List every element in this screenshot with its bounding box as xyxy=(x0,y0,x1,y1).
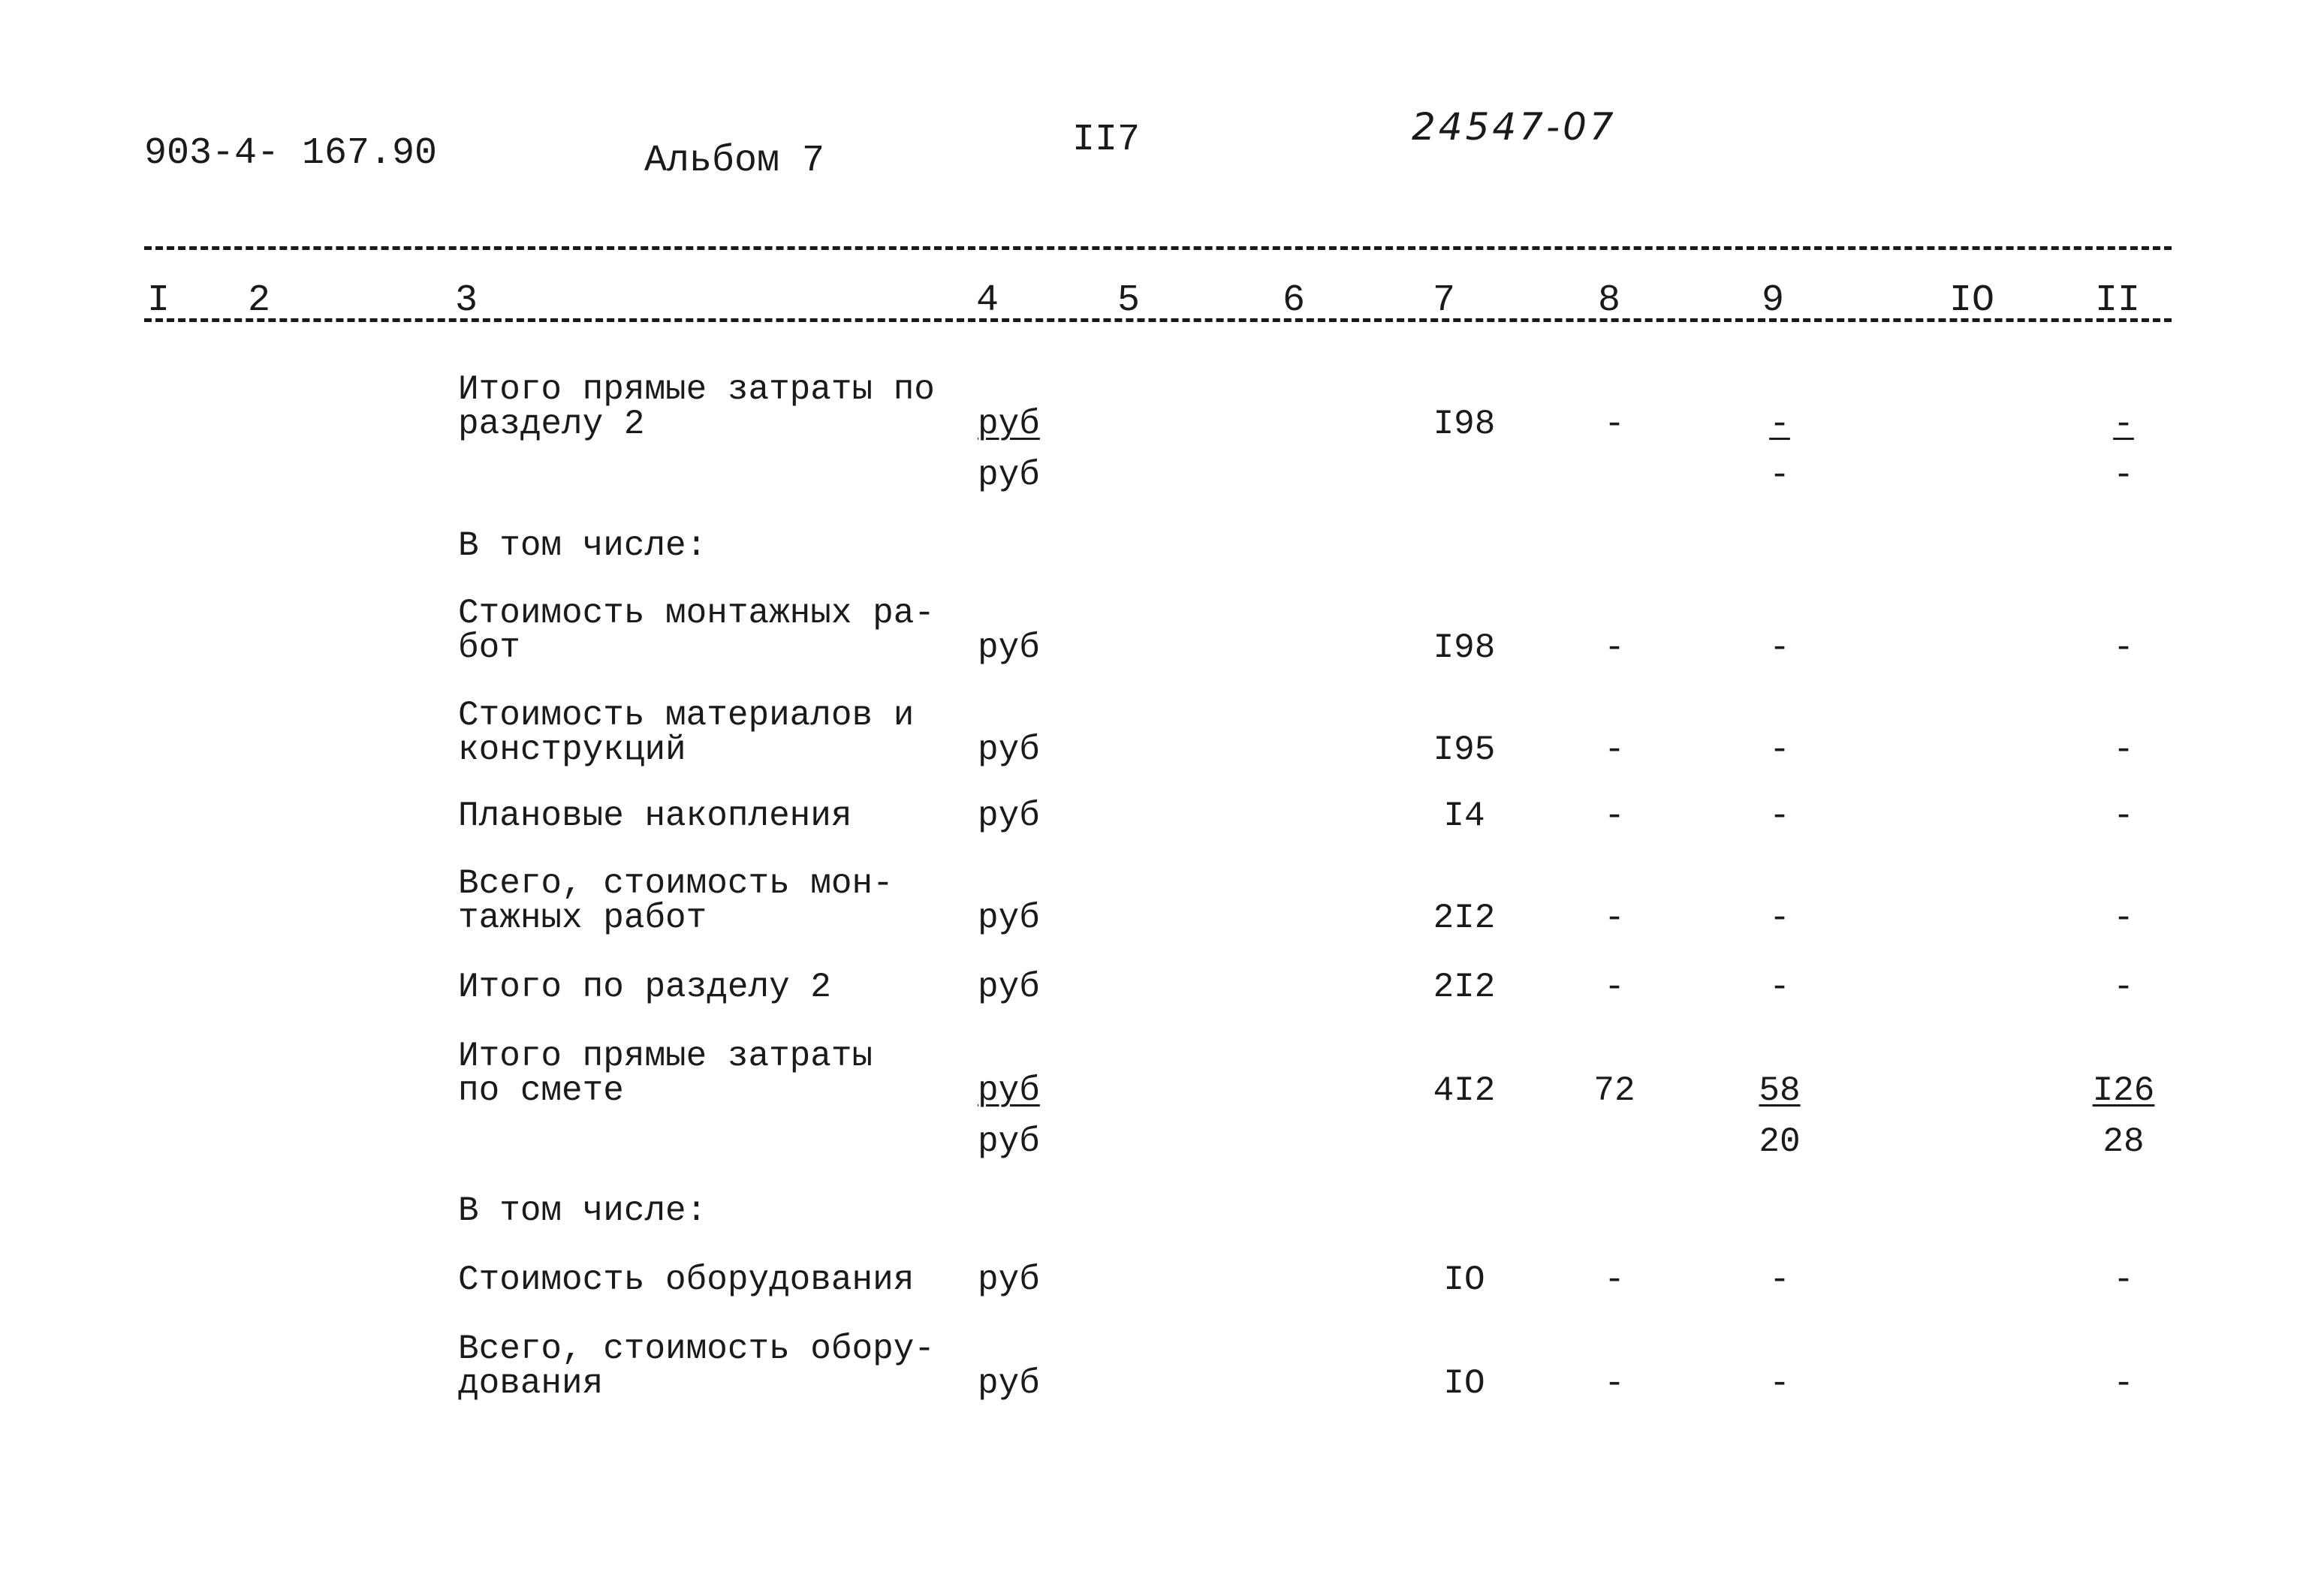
column-number: 5 xyxy=(1117,279,1141,322)
row-col7-value: 4I2 xyxy=(1433,1071,1496,1110)
row-unit: руб xyxy=(978,628,1040,667)
row-col9-value: - xyxy=(1769,1260,1790,1299)
row-col11-value: - xyxy=(2113,628,2134,667)
table-top-rule xyxy=(144,246,2172,250)
row-description: Плановые накопления xyxy=(458,796,852,836)
row-col7-value: I4 xyxy=(1443,796,1485,836)
row-description: Итого по разделу 2 xyxy=(458,968,831,1007)
column-number: IO xyxy=(1949,279,1995,322)
row-col7-value: IO xyxy=(1443,1260,1485,1299)
row-col11-value: - xyxy=(2113,1364,2134,1403)
row-description: В том числе: xyxy=(458,1191,707,1230)
row-col9-value: - xyxy=(1769,628,1790,667)
column-number: 2 xyxy=(248,279,271,322)
document-code: 903-4- 167.90 xyxy=(144,132,438,175)
row-unit: руб xyxy=(978,405,1040,444)
row-col8-value: - xyxy=(1604,968,1625,1007)
page-number: II7 xyxy=(1072,119,1141,161)
row-unit: руб xyxy=(978,968,1040,1007)
row-col11-value: - xyxy=(2113,899,2134,938)
row-description: Стоимость материалов и конструкций xyxy=(458,696,915,769)
row-unit: руб xyxy=(978,899,1040,938)
column-number: 9 xyxy=(1762,279,1785,322)
column-number: 3 xyxy=(455,279,478,322)
row-col11-value: - xyxy=(2113,968,2134,1007)
row-description: В том числе: xyxy=(458,526,707,565)
row-col7-value: I95 xyxy=(1433,730,1496,769)
row-col9-value: - xyxy=(1769,1364,1790,1403)
column-number: II xyxy=(2095,279,2141,322)
row-col11-value: - xyxy=(2113,730,2134,769)
row-col11-value: - xyxy=(2113,405,2134,444)
row-col8-value: - xyxy=(1604,405,1625,444)
column-number: I xyxy=(147,279,170,322)
row-description: Всего, стоимость мон- тажных работ xyxy=(458,864,894,938)
row-unit: руб xyxy=(978,1364,1040,1403)
row-col7-value: IO xyxy=(1443,1364,1485,1403)
row-unit: руб xyxy=(978,1260,1040,1299)
row-col8-value: - xyxy=(1604,1260,1625,1299)
row-col11-value: - xyxy=(2113,796,2134,836)
row-unit-secondary: руб xyxy=(978,1122,1040,1161)
row-col8-value: - xyxy=(1604,796,1625,836)
album-label: Альбом 7 xyxy=(644,140,825,182)
column-number: 4 xyxy=(976,279,999,322)
row-col7-value: 2I2 xyxy=(1433,899,1496,938)
column-number: 8 xyxy=(1598,279,1621,322)
row-col9-value: - xyxy=(1769,899,1790,938)
row-col11-value-secondary: 28 xyxy=(2103,1122,2145,1161)
row-unit: руб xyxy=(978,1071,1040,1110)
row-col7-value: 2I2 xyxy=(1433,968,1496,1007)
row-description: Всего, стоимость обору- дования xyxy=(458,1329,935,1403)
row-col9-value: - xyxy=(1769,405,1790,444)
table-header-rule xyxy=(144,318,2172,322)
row-col9-value: - xyxy=(1769,730,1790,769)
row-col8-value: - xyxy=(1604,899,1625,938)
row-col9-value-secondary: - xyxy=(1769,456,1790,495)
row-unit-secondary: руб xyxy=(978,456,1040,495)
row-col9-value-secondary: 20 xyxy=(1759,1122,1801,1161)
row-description: Стоимость монтажных ра- бот xyxy=(458,594,935,667)
row-col8-value: - xyxy=(1604,730,1625,769)
row-col9-value: 58 xyxy=(1759,1071,1801,1110)
column-number: 7 xyxy=(1433,279,1456,322)
row-col11-value: - xyxy=(2113,1260,2134,1299)
row-col7-value: I98 xyxy=(1433,628,1496,667)
row-col11-value-secondary: - xyxy=(2113,456,2134,495)
row-description: Стоимость оборудования xyxy=(458,1260,915,1299)
row-col7-value: I98 xyxy=(1433,405,1496,444)
row-col8-value: 72 xyxy=(1593,1071,1635,1110)
row-unit: руб xyxy=(978,796,1040,836)
row-unit: руб xyxy=(978,730,1040,769)
column-number: 6 xyxy=(1283,279,1306,322)
row-description: Итого прямые затраты по разделу 2 xyxy=(458,370,935,444)
row-description: Итого прямые затраты по смете xyxy=(458,1037,873,1110)
row-col8-value: - xyxy=(1604,628,1625,667)
row-col11-value: I26 xyxy=(2092,1071,2155,1110)
stamp-number: 24547-07 xyxy=(1412,105,1617,149)
row-col9-value: - xyxy=(1769,968,1790,1007)
row-col8-value: - xyxy=(1604,1364,1625,1403)
row-col9-value: - xyxy=(1769,796,1790,836)
